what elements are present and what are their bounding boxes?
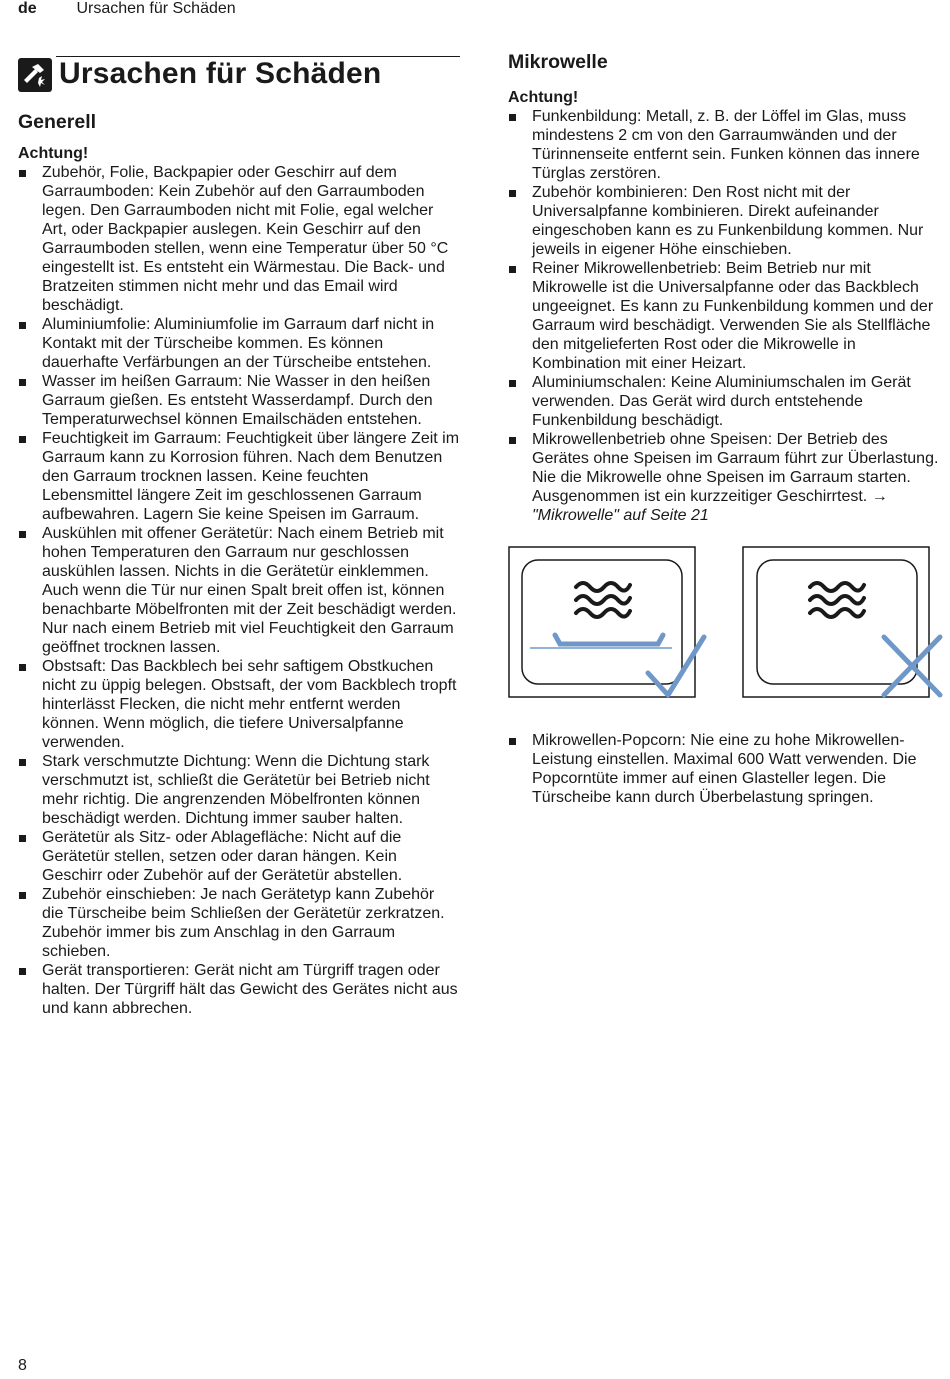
- list-item-note: Nur nach einem Betrieb mit viel Feuchtigkeit den Garraum geöffnet trocknen lassen.: [42, 620, 454, 656]
- list-item: Obstsaft: Das Backblech bei sehr saftigem Obstkuchen nicht zu üppig belegen. Obstsaft, der vom Backblech tropft hinterlässt Flecken, die nicht mehr entfernt werden können. Wenn möglich, die tiefere Universalpfanne verwenden.: [18, 657, 460, 752]
- warning-label: Achtung!: [18, 145, 89, 162]
- bullet-icon: [19, 892, 26, 899]
- bullet-icon: [509, 266, 516, 273]
- bullet-icon: [19, 436, 26, 443]
- list-item: Zubehör einschieben: Je nach Gerätetyp kann Zubehör die Türscheibe beim Schließen der Gerätetür zerkratzen. Zubehör immer bis zum Anschlag in den Garraum schieben.: [18, 885, 460, 961]
- warning-list-generell: [18, 163, 460, 1018]
- header-section-title: Ursachen für Schäden: [76, 0, 236, 17]
- bullet-icon: [509, 380, 516, 387]
- list-item: Wasser im heißen Garraum: Nie Wasser in den heißen Garraum gießen. Es entsteht Wasserdampf. Durch den Temperaturwechsel können Emailschäden entstehen.: [18, 372, 460, 429]
- xref-arrow-icon: →: [871, 488, 888, 505]
- list-item: Reiner Mikrowellenbetrieb: Beim Betrieb nur mit Mikrowelle ist die Universalpfanne oder das Backblech ungeeignet. Es kann zu Funkenbildung kommen und der Garraum wird beschädigt. Verwenden Sie als Stellfläche den mitgelieferten Rost oder die Mikrowelle in Kombination mit einer Heizart.: [508, 259, 948, 373]
- language-code: de: [18, 0, 37, 17]
- bullet-icon: [19, 322, 26, 329]
- oven-cavity-left: [522, 560, 682, 684]
- list-item: Auskühlen mit offener Gerätetür: Nach einem Betrieb mit hohen Temperaturen den Garraum nur geschlossen auskühlen lassen. Nichts in die Gerätetür einklemmen. Auch wenn die Tür nur einen Spalt breit offen ist, können benachbarte Möbelfronten mit der Zeit beschädigt werden. Nur nach einem Betrieb mit viel Feuchtigkeit den Garraum geöffnet trocknen lassen.: [18, 524, 460, 657]
- microwave-illustration: [508, 545, 948, 705]
- bullet-icon: [19, 531, 26, 538]
- list-item: Gerätetür als Sitz- oder Ablagefläche: Nicht auf die Gerätetür stellen, setzen oder daran hängen. Kein Geschirr oder Zubehör auf der Gerätetür abstellen.: [18, 828, 460, 885]
- microwave-figure-svg: [508, 545, 948, 705]
- left-column: [18, 56, 460, 1018]
- rack-shape: [555, 635, 663, 644]
- list-item: Mikrowellen-Popcorn: Nie eine zu hohe Mikrowellen-Leistung einstellen. Maximal 600 Watt verwenden. Die Popcorntüte immer auf einen Glasteller legen. Die Türscheibe kann durch Überbelastung springen.: [508, 731, 948, 807]
- bullet-icon: [509, 114, 516, 121]
- page-header: [18, 0, 236, 22]
- list-item: Mikrowellenbetrieb ohne Speisen: Der Betrieb des Gerätes ohne Speisen im Garraum führt zur Überlastung. Nie die Mikrowelle ohne Speisen im Garraum starten. Ausgenommen ist ein kurzzeitiger Geschirrtest. → "Mikrowelle" auf Seite 21: [508, 430, 948, 525]
- bullet-icon: [509, 190, 516, 197]
- list-item: Funkenbildung: Metall, z. B. der Löffel im Glas, muss mindestens 2 cm von den Garraumwänden und der Türinnenseite entfernt sein. Funken können das innere Türglas zerstören.: [508, 107, 948, 183]
- page-number: 8: [18, 1357, 27, 1374]
- list-item: Zubehör, Folie, Backpapier oder Geschirr auf dem Garraumboden: Kein Zubehör auf den Garraumboden legen. Den Garraumboden nicht mit Folie, egal welcher Art, oder Backpapier auslegen. Kein Geschirr auf den Garraumboden stellen, wenn eine Temperatur über 50 °C eingestellt ist. Es entsteht ein Wärmestau. Die Back- und Bratzeiten stimmen nicht mehr und das Email wird beschädigt.: [18, 163, 460, 315]
- list-item: Aluminiumschalen: Keine Aluminiumschalen im Gerät verwenden. Das Gerät wird durch entstehende Funkenbildung beschädigt.: [508, 373, 948, 430]
- list-item: Stark verschmutzte Dichtung: Wenn die Dichtung stark verschmutzt ist, schließt die Gerätetür bei Betrieb nicht mehr richtig. Die angrenzenden Möbelfronten können beschädigt werden. Dichtung immer sauber halten.: [18, 752, 460, 828]
- list-item: Zubehör kombinieren: Den Rost nicht mit der Universalpfanne kombinieren. Direkt aufeinander eingeschoben kann es zu Funkenbildung kommen. Nur jeweils in eigener Höhe einschieben.: [508, 183, 948, 259]
- page-title-block: [18, 56, 460, 94]
- section-heading-generell: Generell: [18, 111, 97, 133]
- warning-label: Achtung!: [508, 89, 579, 106]
- page-title: Ursachen für Schäden: [59, 57, 382, 90]
- list-item: Gerät transportieren: Gerät nicht am Türgriff tragen oder halten. Der Türgriff hält das Gewicht des Gerätes nicht aus und kann abbrechen.: [18, 961, 460, 1018]
- section-heading-mikrowelle: Mikrowelle: [508, 51, 608, 73]
- microwave-waves-icon: [810, 583, 864, 617]
- oven-frame-left: [509, 547, 695, 697]
- bullet-icon: [19, 968, 26, 975]
- bullet-icon: [19, 664, 26, 671]
- bullet-icon: [19, 379, 26, 386]
- oven-cavity-right: [757, 560, 917, 684]
- warning-list-mikrowelle-cont: [508, 731, 948, 807]
- right-column: [508, 50, 948, 807]
- damage-hammer-icon: [18, 58, 52, 92]
- bullet-icon: [509, 437, 516, 444]
- cross-icon: [884, 637, 940, 695]
- bullet-icon: [19, 759, 26, 766]
- cross-reference-link[interactable]: "Mikrowelle" auf Seite 21: [532, 507, 709, 524]
- warning-list-mikrowelle: [508, 107, 948, 525]
- bullet-icon: [19, 170, 26, 177]
- microwave-waves-icon: [576, 583, 630, 617]
- list-item: Aluminiumfolie: Aluminiumfolie im Garraum darf nicht in Kontakt mit der Türscheibe kommen. Es können dauerhafte Verfärbungen an der Türscheibe entstehen.: [18, 315, 460, 372]
- bullet-icon: [509, 738, 516, 745]
- bullet-icon: [19, 835, 26, 842]
- list-item: Feuchtigkeit im Garraum: Feuchtigkeit über längere Zeit im Garraum kann zu Korrosion führen. Nach dem Benutzen den Garraum trocknen lassen. Keine feuchten Lebensmittel längere Zeit im geschlossenen Garraum aufbewahren. Lagern Sie keine Speisen im Garraum.: [18, 429, 460, 524]
